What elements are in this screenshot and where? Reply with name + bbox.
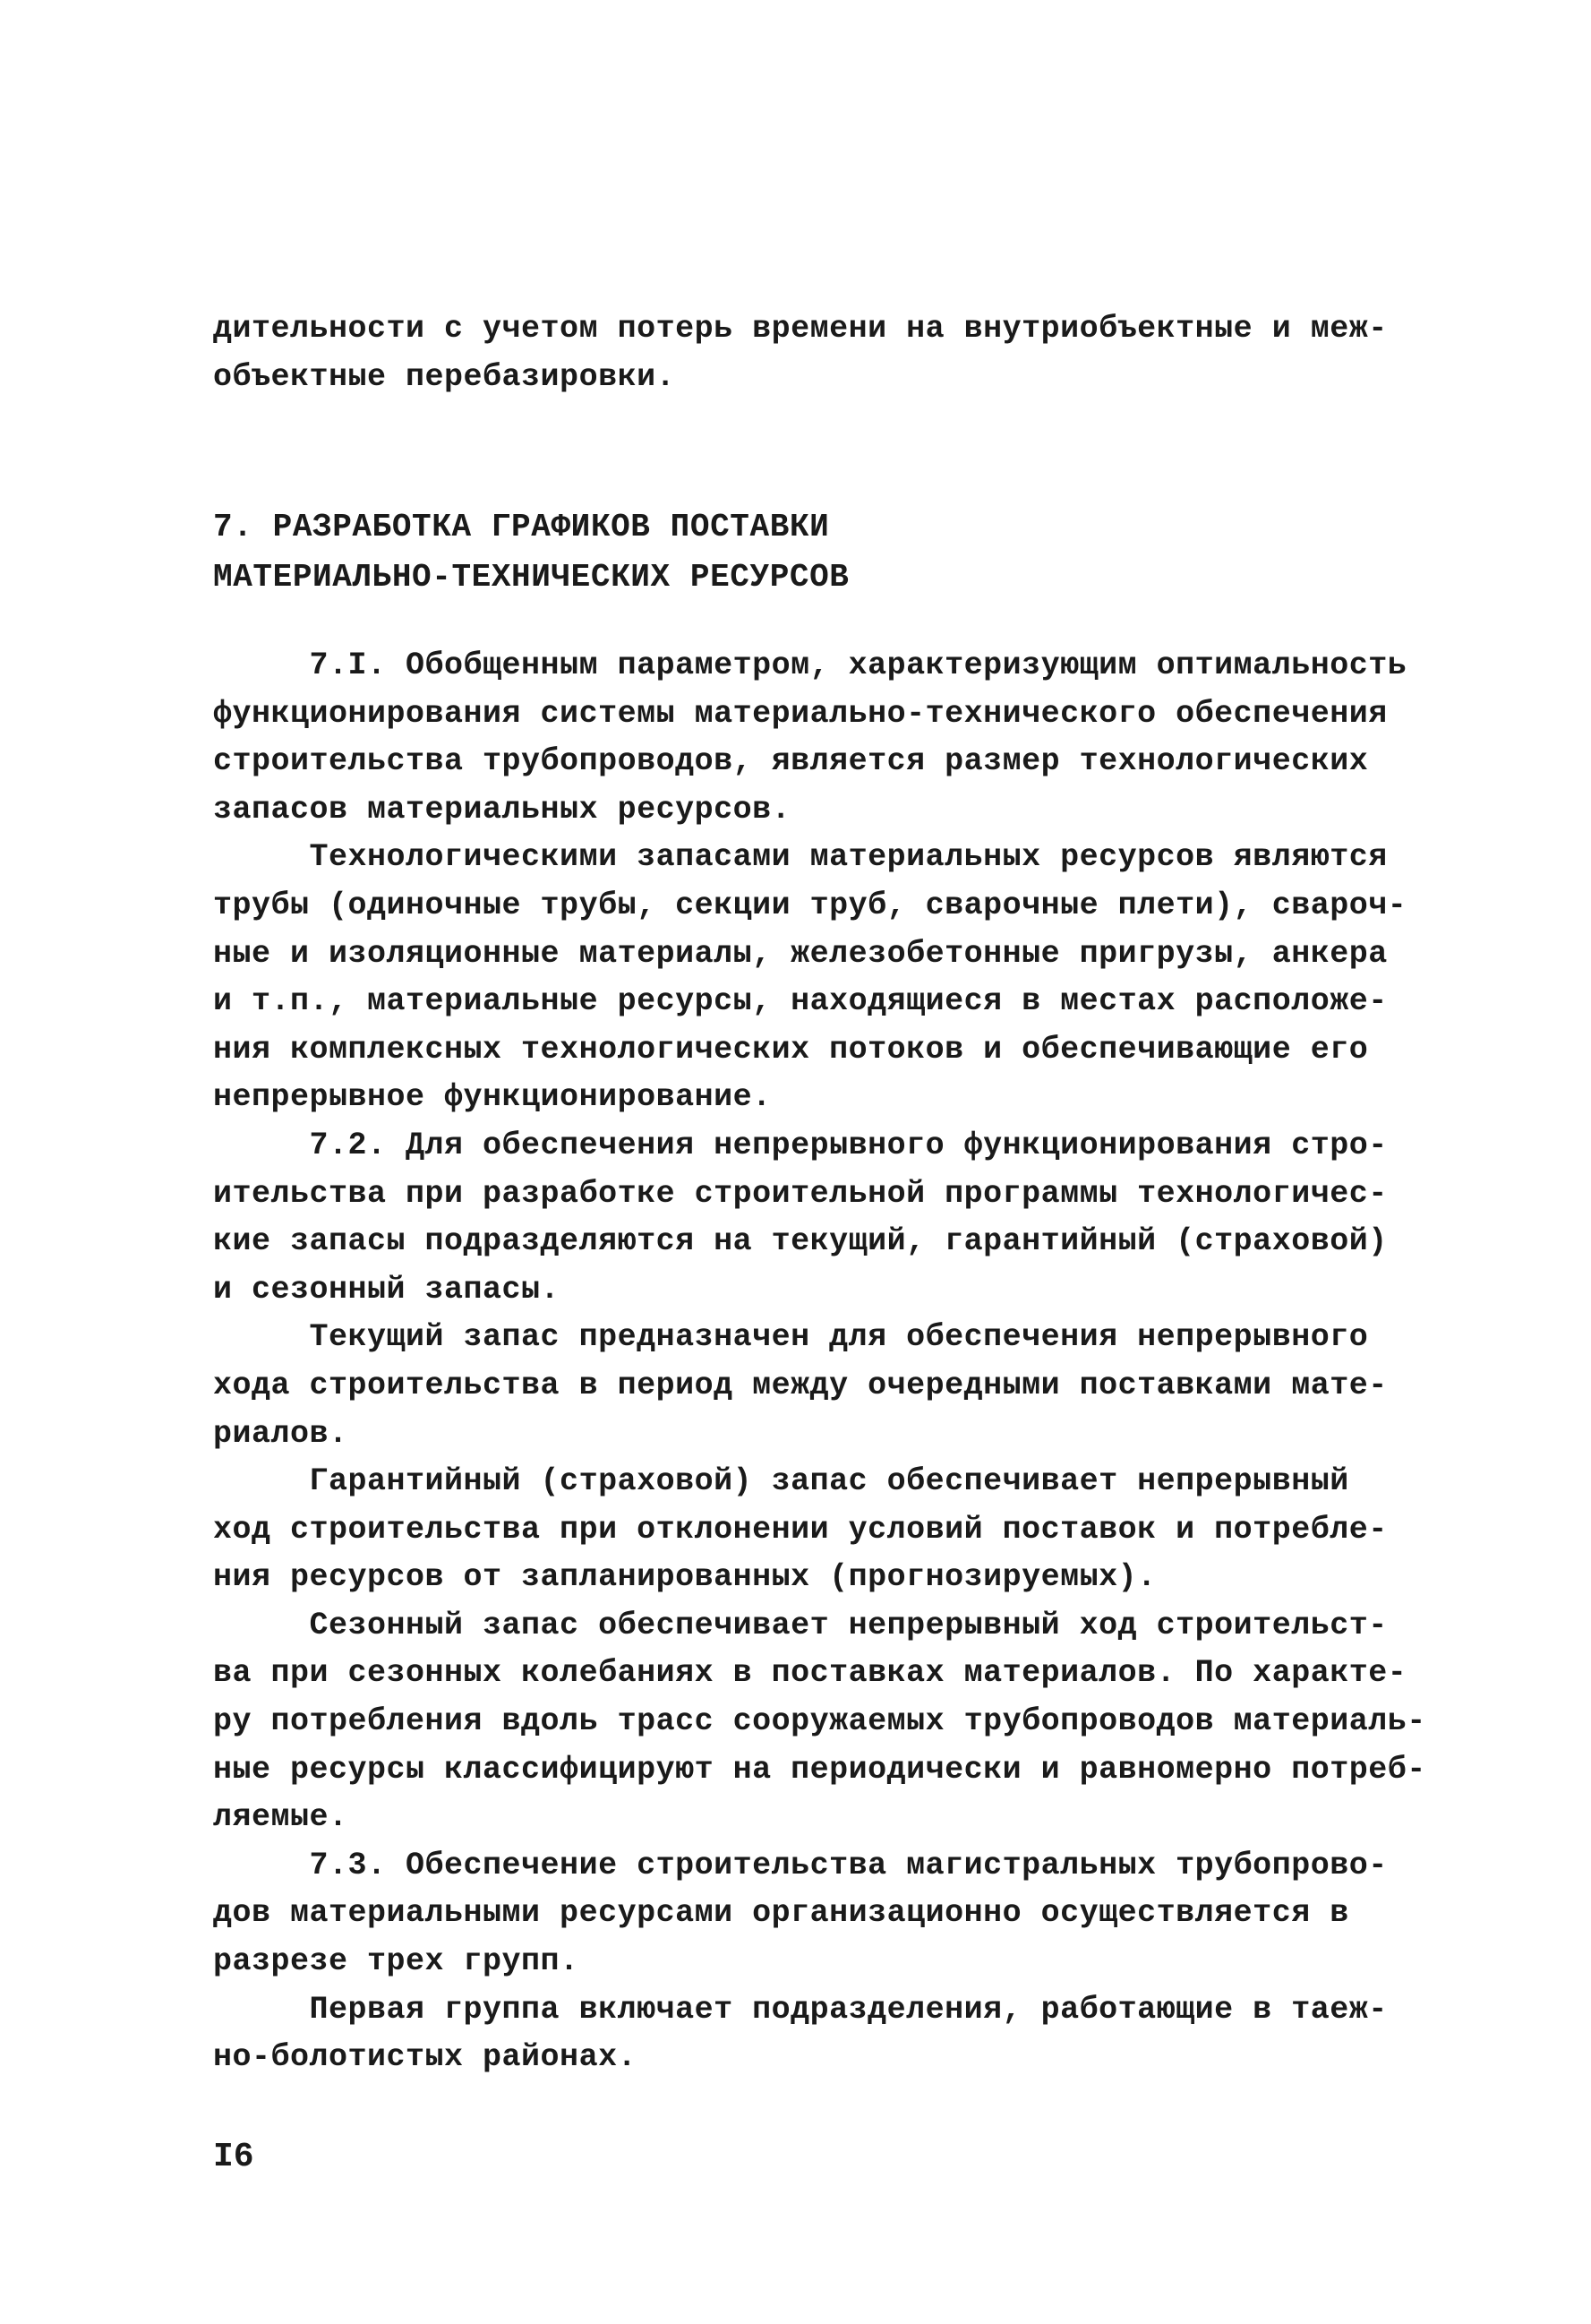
text-line: ру потребления вдоль трасс сооружаемых трубопроводов материаль- [213, 1703, 1426, 1740]
section-title-line: 7. РАЗРАБОТКА ГРАФИКОВ ПОСТАВКИ [213, 509, 830, 545]
section-body [213, 642, 1426, 2082]
text-line: разрезе трех групп. [213, 1943, 579, 1980]
text-line: 7.2. Для обеспечения непрерывного функционирования стро- [213, 1127, 1388, 1163]
continuation-paragraph [213, 305, 1395, 401]
text-line: трубы (одиночные трубы, секции труб, сварочные плети), свароч- [213, 887, 1407, 923]
text-line: запасов материальных ресурсов. [213, 791, 791, 828]
text-line: ход строительства при отклонении условий поставок и потребле- [213, 1511, 1388, 1548]
text-line: Текущий запас предназначен для обеспечения непрерывного [213, 1319, 1369, 1356]
text-line: 7.3. Обеспечение строительства магистральных трубопрово- [213, 1847, 1388, 1883]
text-line: объектные перебазировки. [213, 358, 676, 395]
text-line: ные ресурсы классифицируют на периодически и равномерно потреб- [213, 1751, 1426, 1788]
text-line: дов материальными ресурсами организационно осуществляется в [213, 1895, 1349, 1932]
text-line: ния комплексных технологических потоков и обеспечивающие его [213, 1031, 1369, 1068]
section-title-line: МАТЕРИАЛЬНО-ТЕХНИЧЕСКИХ РЕСУРСОВ [213, 559, 850, 596]
text-line: хода строительства в период между очередными поставками мате- [213, 1367, 1388, 1403]
text-line: функционирования системы материально-технического обеспечения [213, 695, 1388, 732]
text-line: но-болотистых районах. [213, 2039, 637, 2076]
text-line: 7.I. Обобщенным параметром, характеризующим оптимальность [213, 647, 1407, 683]
text-line: Сезонный запас обеспечивает непрерывный ход строительст- [213, 1607, 1388, 1643]
text-line: ва при сезонных колебаниях в поставках материалов. По характе- [213, 1655, 1407, 1692]
section-heading [213, 502, 1395, 603]
text-line: Первая группа включает подразделения, работающие в таеж- [213, 1991, 1388, 2028]
text-line: Гарантийный (страховой) запас обеспечивает непрерывный [213, 1463, 1349, 1500]
text-line: дительности с учетом потерь времени на внутриобъектные и меж- [213, 311, 1388, 347]
text-line: ния ресурсов от запланированных (прогнозируемых). [213, 1559, 1157, 1596]
text-line: и т.п., материальные ресурсы, находящиеся в местах расположе- [213, 983, 1388, 1020]
text-line: Технологическими запасами материальных ресурсов являются [213, 839, 1388, 876]
text-line: ные и изоляционные материалы, железобетонные пригрузы, анкера [213, 935, 1388, 972]
page-number: I6 [213, 2138, 254, 2176]
text-line: непрерывное функционирование. [213, 1079, 772, 1116]
text-line: риалов. [213, 1415, 348, 1452]
text-line: ительства при разработке строительной программы технологичес- [213, 1175, 1388, 1212]
text-line: строительства трубопроводов, является размер технологических [213, 743, 1369, 780]
text-line: кие запасы подразделяются на текущий, гарантийный (страховой) [213, 1223, 1388, 1260]
text-line: и сезонный запасы. [213, 1271, 560, 1308]
text-line: ляемые. [213, 1799, 348, 1836]
